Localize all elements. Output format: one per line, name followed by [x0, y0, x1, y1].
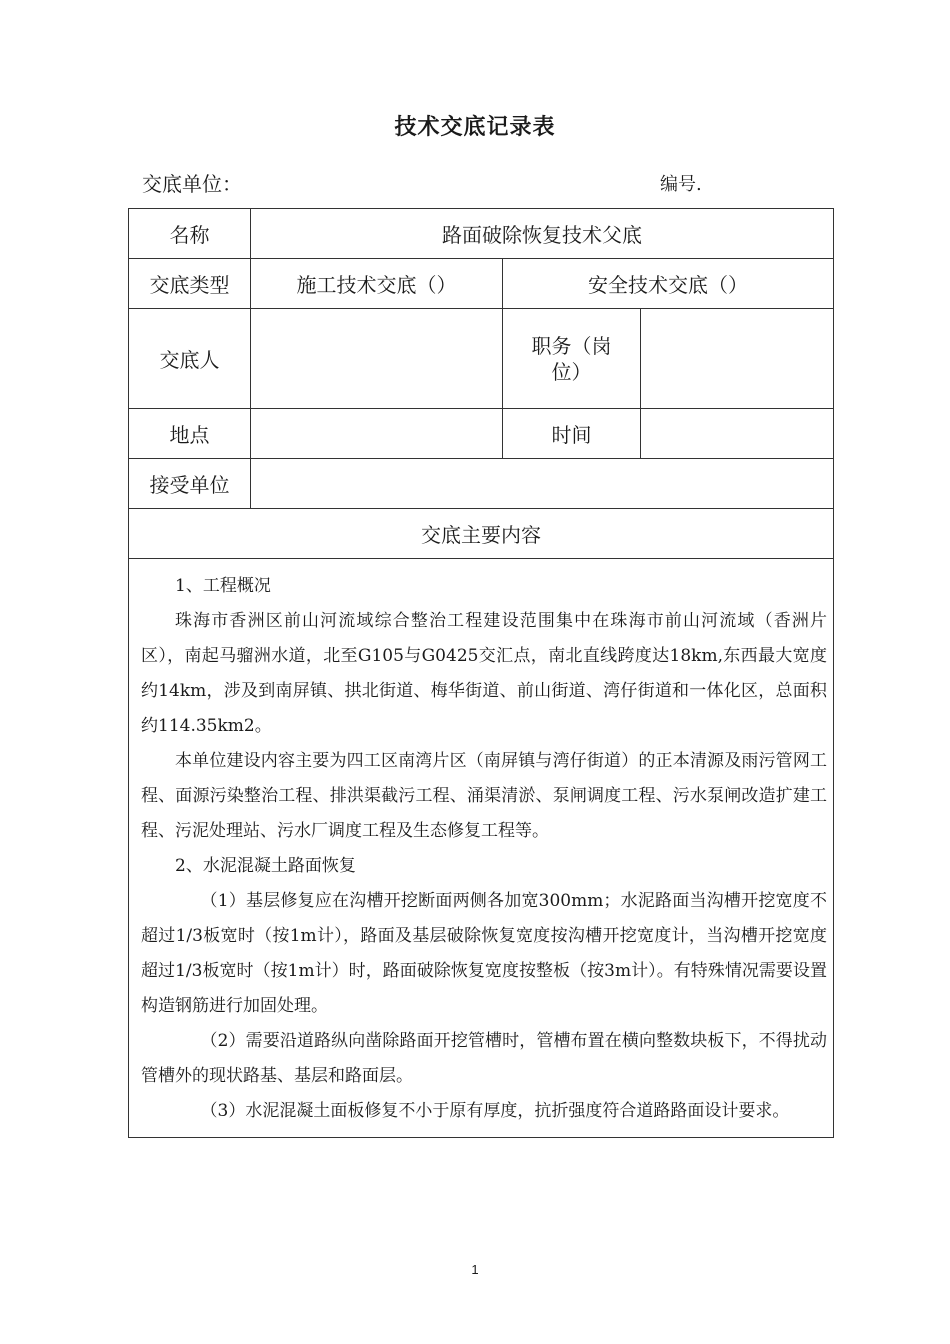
- paragraph-2: 本单位建设内容主要为四工区南湾片区（南屏镇与湾仔街道）的正本清源及雨污管网工程、面源污染整治工程、排洪渠截污工程、涌渠清淤、泵闸调度工程、污水泵闸改造扩建工程、污泥处理站、污水厂调度工程及生态修复工程等。: [141, 751, 827, 841]
- page-number: 1: [471, 1262, 479, 1277]
- type-safety-cell: 安全技术交底（）: [503, 259, 834, 309]
- name-value-cell: 路面破除恢复技术父底: [251, 209, 834, 259]
- place-label-cell: 地点: [129, 409, 251, 459]
- unit-label: 交底单位：: [142, 172, 242, 196]
- time-value-cell: [641, 409, 834, 459]
- type-label-cell: 交底类型: [129, 259, 251, 309]
- paragraph-1: 珠海市香洲区前山河流域综合整治工程建设范围集中在珠海市前山河流域（香洲片区），南起马骝洲水道，北至G105与G0425交汇点，南北直线跨度达18km,东西最大宽度约14km，涉及到南屏镇、拱北街道、梅华街道、前山街道、湾仔街道和一体化区，总面积约114.35km2。: [141, 611, 827, 736]
- receiver-value-cell: [251, 459, 834, 509]
- record-table: [128, 208, 834, 1138]
- person-label-cell: 交底人: [129, 309, 251, 409]
- section-2-title: 2、水泥混凝土路面恢复: [175, 856, 356, 876]
- place-value-cell: [251, 409, 503, 459]
- position-label: 职务（岗位）: [531, 333, 612, 384]
- content-header-cell: 交底主要内容: [129, 509, 834, 559]
- type-construction-cell: 施工技术交底（）: [251, 259, 503, 309]
- paragraph-4: （2）需要沿道路纵向凿除路面开挖管槽时，管槽布置在横向整数块板下，不得扰动管槽外的现状路基、基层和路面层。: [141, 1031, 827, 1086]
- time-label-cell: 时间: [503, 409, 641, 459]
- paragraph-5: （3）水泥混凝土面板修复不小于原有厚度，抗折强度符合道路路面设计要求。: [200, 1101, 790, 1121]
- name-label-cell: 名称: [129, 209, 251, 259]
- position-value-cell: [641, 309, 834, 409]
- receiver-label-cell: 接受单位: [129, 459, 251, 509]
- position-label-cell: [503, 309, 641, 409]
- document-title: 技术交底记录表: [394, 115, 556, 140]
- content-body-cell: [129, 559, 834, 1138]
- number-label: 编号.: [660, 174, 702, 195]
- person-value-cell: [251, 309, 503, 409]
- section-1-title: 1、工程概况: [175, 576, 271, 596]
- paragraph-3: （1）基层修复应在沟槽开挖断面两侧各加宽300mm；水泥路面当沟槽开挖宽度不超过1/3板宽时（按1m计），路面及基层破除恢复宽度按沟槽开挖宽度计，当沟槽开挖宽度超过1/3板宽时（按1m计）时，路面破除恢复宽度按整板（按3m计）。有特殊情况需要设置构造钢筋进行加固处理。: [141, 891, 827, 1016]
